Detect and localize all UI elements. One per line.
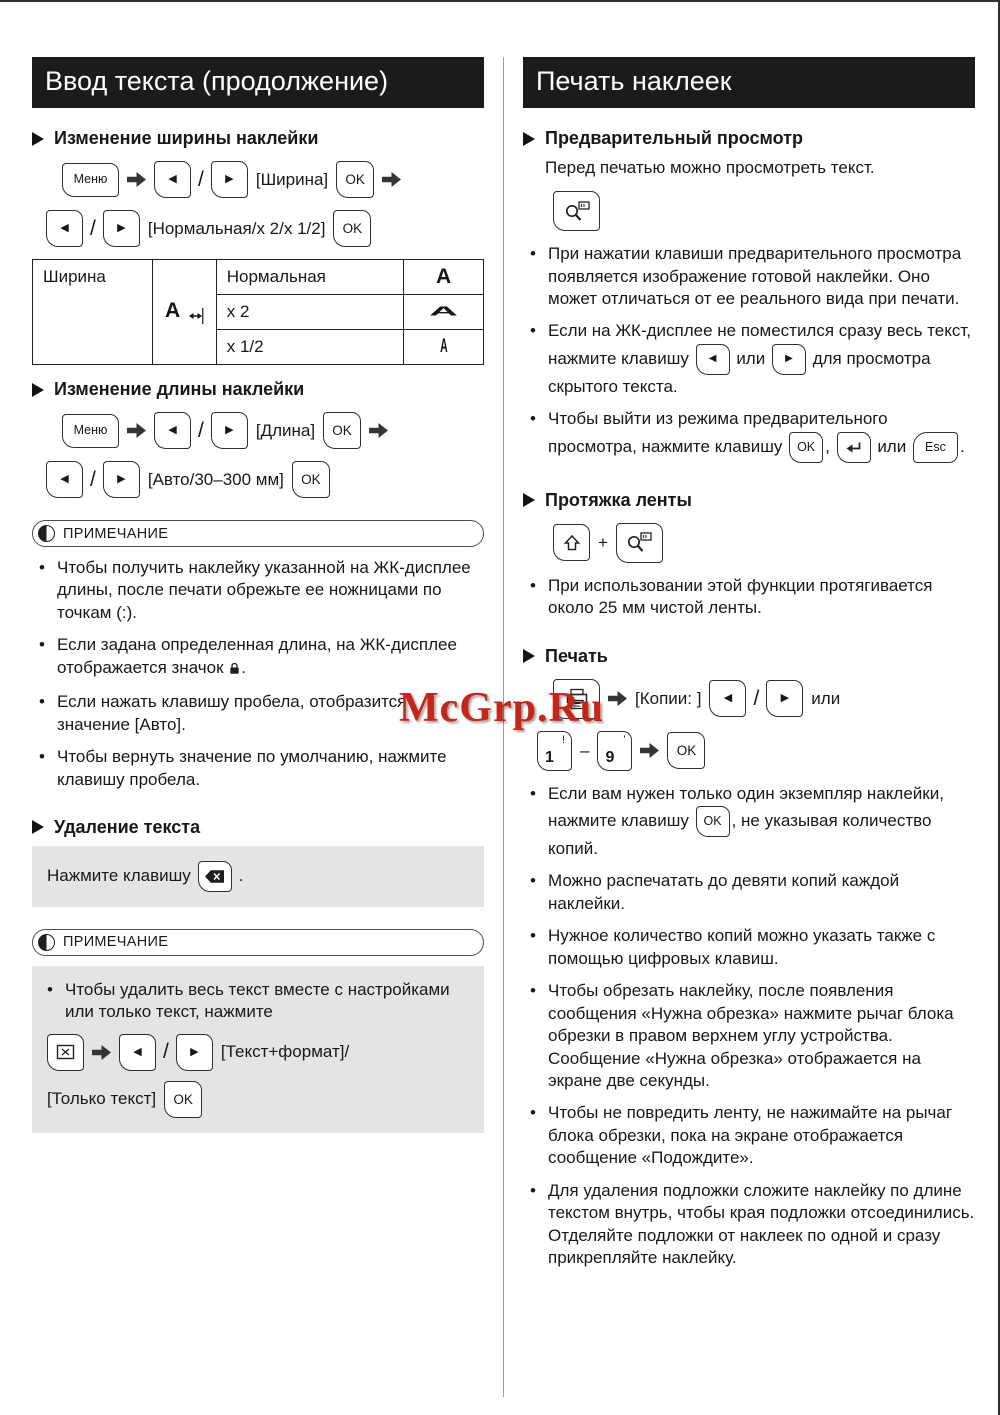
width-value: Нормальная: [216, 260, 404, 295]
width-key-sequence-1: [62, 161, 484, 198]
list-item: [530, 783, 975, 861]
right-arrow-key: [772, 344, 806, 375]
flow-arrow-icon: [92, 1045, 111, 1060]
key-label: OK: [332, 422, 352, 438]
delete-instruction-text: Нажмите клавишу: [47, 866, 191, 886]
feed-note-list: [523, 575, 975, 620]
bullet-text: Если нажать клавишу пробела, отобразится значение [Авто].: [57, 692, 407, 734]
preview-section-title: Предварительный просмотр: [545, 128, 803, 148]
section-marker-icon: [32, 383, 44, 397]
list-item: [530, 575, 975, 620]
bullet-text: При нажатии клавиши предварительного просмотра появляется изображение готовой наклейки. Оно может отличаться от ее реального вида при печати.: [548, 244, 962, 308]
width-param-label: [Ширина]: [255, 169, 329, 189]
ok-key: [164, 1081, 202, 1118]
key-label: Меню: [73, 423, 108, 438]
bullet-text: [548, 408, 975, 463]
ok-key: [323, 412, 361, 449]
flow-arrow-icon: [369, 423, 388, 438]
ok-key: [696, 806, 730, 837]
length-options-label: [Авто/30–300 мм]: [147, 469, 284, 489]
print-key-sequence-1: [553, 679, 975, 719]
bullet-text-part: или: [877, 436, 907, 456]
preview-intro: Перед печатью можно просмотреть текст.: [545, 158, 875, 177]
bullet-text: Чтобы получить наклейку указанной на ЖК-дисплее длины, после печати обрежьте ее ножницами по точкам (:).: [57, 558, 471, 622]
key-label: ▶: [225, 173, 234, 185]
manual-page: [0, 2, 998, 1279]
key-label: OK: [797, 439, 816, 454]
clear-key: [47, 1034, 84, 1071]
ok-key: [333, 210, 371, 247]
feed-section-heading: [523, 490, 975, 511]
right-arrow-key: [211, 161, 248, 198]
bullet-text-part: Если задана определенная длина, на ЖК-дисплее отображается значок: [57, 635, 457, 677]
letter-width-icon: [163, 295, 205, 325]
length-note-list: [32, 557, 484, 791]
section-marker-icon: [32, 132, 44, 146]
length-key-sequence-2: [46, 461, 484, 498]
width-options-label: [Нормальная/x 2/x 1/2]: [147, 218, 326, 238]
ok-key: [667, 732, 705, 769]
right-column: [523, 57, 975, 1279]
width-section-title: Изменение ширины наклейки: [54, 128, 319, 148]
width-key-sequence-2: [46, 210, 484, 247]
key-label: ▶: [225, 424, 234, 436]
flow-arrow-icon: [127, 172, 146, 187]
key-label: OK: [345, 171, 365, 187]
key-label: OK: [173, 1091, 193, 1107]
note-header: [32, 929, 484, 956]
bullet-marker: [47, 979, 56, 1024]
key-symbol: !: [561, 733, 565, 746]
bullet-marker: [530, 575, 539, 620]
preview-key: [616, 523, 663, 563]
dash-separator: –: [580, 740, 590, 760]
flow-arrow-icon: [382, 172, 401, 187]
key-label: ▶: [117, 473, 126, 485]
delete-section-heading: [32, 817, 484, 838]
key-label: ◀: [60, 222, 69, 234]
bullet-text: Чтобы удалить весь текст вместе с настройками или только текст, нажмите: [65, 979, 450, 1022]
print-section-title: Печать: [545, 645, 608, 666]
bullet-marker: [39, 634, 48, 681]
preview-key-row: [553, 191, 975, 231]
note-icon: [38, 934, 55, 951]
clear-option-label-1: [Текст+формат]/: [220, 1042, 350, 1062]
clear-key-sequence-2: [47, 1081, 469, 1118]
preview-note-list: [523, 243, 975, 464]
section-marker-icon: [523, 649, 535, 663]
width-sample-x2: [404, 295, 484, 330]
right-arrow-key: [211, 412, 248, 449]
slash-separator: /: [90, 467, 96, 491]
key-label: ◀: [708, 353, 717, 365]
width-section-heading: [32, 128, 484, 149]
feed-key-row: [553, 523, 975, 563]
key-label: ◀: [168, 173, 177, 185]
key-label: OK: [301, 471, 321, 487]
key-label: OK: [342, 220, 363, 236]
delete-section-title: Удаление текста: [54, 816, 201, 837]
sample-letter-narrow-icon: A: [439, 336, 448, 357]
width-table: [32, 259, 484, 365]
menu-key: [62, 163, 119, 197]
bullet-marker: [530, 783, 539, 861]
esc-key: [913, 432, 958, 463]
backspace-key: [198, 861, 232, 892]
clear-option-label-2: [Только текст]: [47, 1089, 157, 1109]
slash-separator: /: [198, 167, 204, 191]
bullet-text: Чтобы вернуть значение по умолчанию, нажмите клавишу пробела.: [57, 747, 447, 789]
width-sample-half: [404, 330, 484, 365]
feed-section-title: Протяжка ленты: [545, 489, 692, 510]
bullet-text-part: Если вам нужен только один экземпляр наклейки, нажмите клавишу: [548, 783, 944, 831]
bullet-text: Для удаления подложки сложите наклейку по длине текстом внутрь, чтобы края подложки отсоединились. Отделяйте подложки от наклеек по одной и сразу прикрепляйте наклейку.: [548, 1180, 975, 1268]
key-label: ◀: [723, 692, 733, 705]
bullet-text-part: Чтобы выйти из режима предварительного просмотра, нажмите клавишу: [548, 409, 888, 456]
or-label: или: [811, 688, 841, 708]
key-label: Esc: [925, 439, 946, 454]
list-item: [39, 634, 484, 681]
bullet-marker: [39, 557, 48, 624]
bullet-marker: [530, 1102, 539, 1169]
slash-separator: /: [163, 1040, 169, 1064]
right-arrow-key: [176, 1034, 213, 1071]
bullet-text: Нужное количество копий можно указать также с помощью цифровых клавиш.: [548, 926, 936, 968]
right-arrow-key: [103, 461, 140, 498]
key-label: ▶: [785, 353, 793, 365]
list-item: [530, 320, 975, 398]
right-page-header: Печать наклеек: [523, 57, 975, 108]
key-label: OK: [703, 814, 722, 829]
left-arrow-key: [119, 1034, 156, 1071]
sample-letter-wide-icon: A: [429, 304, 459, 319]
bullet-text-part: .: [959, 436, 965, 456]
bullet-marker: [530, 1180, 539, 1270]
width-value: x 2: [216, 295, 404, 330]
flow-arrow-icon: [640, 743, 659, 758]
bullet-text: [548, 320, 975, 398]
bullet-text: При использовании этой функции протягивается около 25 мм чистой ленты.: [548, 575, 933, 618]
digit-1-key: [537, 731, 572, 771]
preview-section-heading: [523, 128, 975, 149]
length-section-title: Изменение длины наклейки: [54, 379, 305, 399]
list-item: [530, 408, 975, 463]
list-item: [530, 1180, 975, 1270]
left-arrow-key: [709, 680, 746, 717]
clear-key-sequence-1: [47, 1034, 469, 1071]
list-item: [39, 746, 484, 791]
slash-separator: /: [753, 686, 760, 710]
width-sample-normal: [404, 260, 484, 295]
list-item: [530, 870, 975, 915]
bullet-text: Чтобы не повредить ленту, не нажимайте на рычаг блока обрезки, пока на экране отображается сообщение «Подождите».: [548, 1103, 953, 1168]
bullet-text-part: .: [241, 657, 246, 677]
bullet-text-part: Если на ЖК-дисплее не поместился сразу весь текст, нажмите клавишу: [548, 321, 972, 368]
note-label: ПРИМЕЧАНИЕ: [63, 525, 169, 542]
list-item: [530, 243, 975, 310]
bullet-text-part: , не указывая количество копий.: [548, 811, 932, 859]
section-marker-icon: [523, 493, 535, 507]
flow-arrow-icon: [127, 423, 146, 438]
sample-letter-normal-icon: A: [436, 265, 452, 288]
left-arrow-key: [154, 412, 191, 449]
left-page-header: Ввод текста (продолжение): [32, 57, 484, 108]
menu-key: [62, 414, 119, 448]
bullet-marker: [530, 320, 539, 398]
key-label: ▶: [780, 692, 790, 705]
bullet-text-part: ,: [825, 436, 830, 456]
list-item: [47, 979, 469, 1024]
bullet-marker: [530, 243, 539, 310]
left-arrow-key: [154, 161, 191, 198]
fixed-length-lock-icon: [229, 659, 240, 681]
bullet-text: Чтобы обрезать наклейку, после появления сообщения «Нужна обрезка» нажмите рычаг блока обрезки в правом верхнем углу устройства. Сообщение «Нужна обрезка» отображается на экране две секунды.: [548, 981, 954, 1090]
bullet-marker: [530, 870, 539, 915]
key-symbol: ': [623, 733, 626, 746]
copies-label: [Копии: ]: [635, 688, 702, 708]
left-arrow-key: [46, 210, 83, 247]
bullet-marker: [39, 691, 48, 736]
delete-instruction-period: .: [238, 866, 244, 886]
left-arrow-key: [696, 344, 730, 375]
list-item: [39, 557, 484, 624]
key-label: Меню: [73, 172, 108, 187]
bullet-marker: [530, 925, 539, 970]
bullet-text-part: для просмотра скрытого текста.: [548, 348, 931, 396]
shift-key: [553, 524, 590, 561]
section-marker-icon: [523, 132, 535, 146]
width-icon-cell: [152, 260, 216, 365]
ok-key: [292, 461, 330, 498]
note-header: [32, 520, 484, 547]
slash-separator: /: [90, 216, 96, 240]
length-section-heading: [32, 379, 484, 400]
width-value: x 1/2: [216, 330, 404, 365]
note-label: ПРИМЕЧАНИЕ: [63, 934, 169, 951]
key-label: OK: [676, 742, 697, 758]
slash-separator: /: [198, 418, 204, 442]
enter-key: [837, 432, 871, 463]
key-label: ◀: [168, 424, 177, 436]
left-arrow-key: [46, 461, 83, 498]
ok-key: [789, 432, 823, 463]
width-table-header-cell: Ширина: [33, 260, 153, 365]
bullet-text: Можно распечатать до девяти копий каждой наклейки.: [548, 871, 900, 913]
delete-note-content: [32, 966, 484, 1133]
right-arrow-key: [766, 680, 803, 717]
bullet-marker: [530, 980, 539, 1092]
key-label: ◀: [133, 1045, 142, 1058]
print-note-list: [523, 783, 975, 1270]
bullet-marker: [530, 408, 539, 463]
key-label: ▶: [190, 1045, 199, 1058]
list-item: [530, 925, 975, 970]
watermark: McGrp.Ru: [399, 685, 605, 731]
bullet-text: [57, 634, 484, 681]
key-label: 9: [605, 748, 615, 766]
right-arrow-key: [103, 210, 140, 247]
key-label: ◀: [60, 473, 69, 485]
print-section-heading: [523, 646, 975, 667]
table-row: [33, 260, 484, 295]
bullet-marker: [39, 746, 48, 791]
note-icon: [38, 525, 55, 542]
length-key-sequence-1: [62, 412, 484, 449]
icon-letter: A: [165, 298, 181, 322]
ok-key: [336, 161, 374, 198]
preview-key: [553, 191, 600, 231]
list-item: [530, 1102, 975, 1169]
flow-arrow-icon: [608, 691, 627, 706]
length-param-label: [Длина]: [255, 420, 316, 440]
print-key-sequence-2: [537, 731, 975, 771]
digit-9-key: [597, 731, 632, 771]
plus-separator: +: [598, 532, 608, 552]
section-marker-icon: [32, 820, 44, 834]
list-item: [530, 980, 975, 1092]
bullet-text: [548, 783, 975, 861]
delete-instruction-box: [32, 846, 484, 907]
key-label: ▶: [117, 222, 126, 234]
key-label: 1: [545, 748, 554, 766]
left-column: [32, 57, 484, 1279]
bullet-text-part: или: [736, 348, 766, 368]
